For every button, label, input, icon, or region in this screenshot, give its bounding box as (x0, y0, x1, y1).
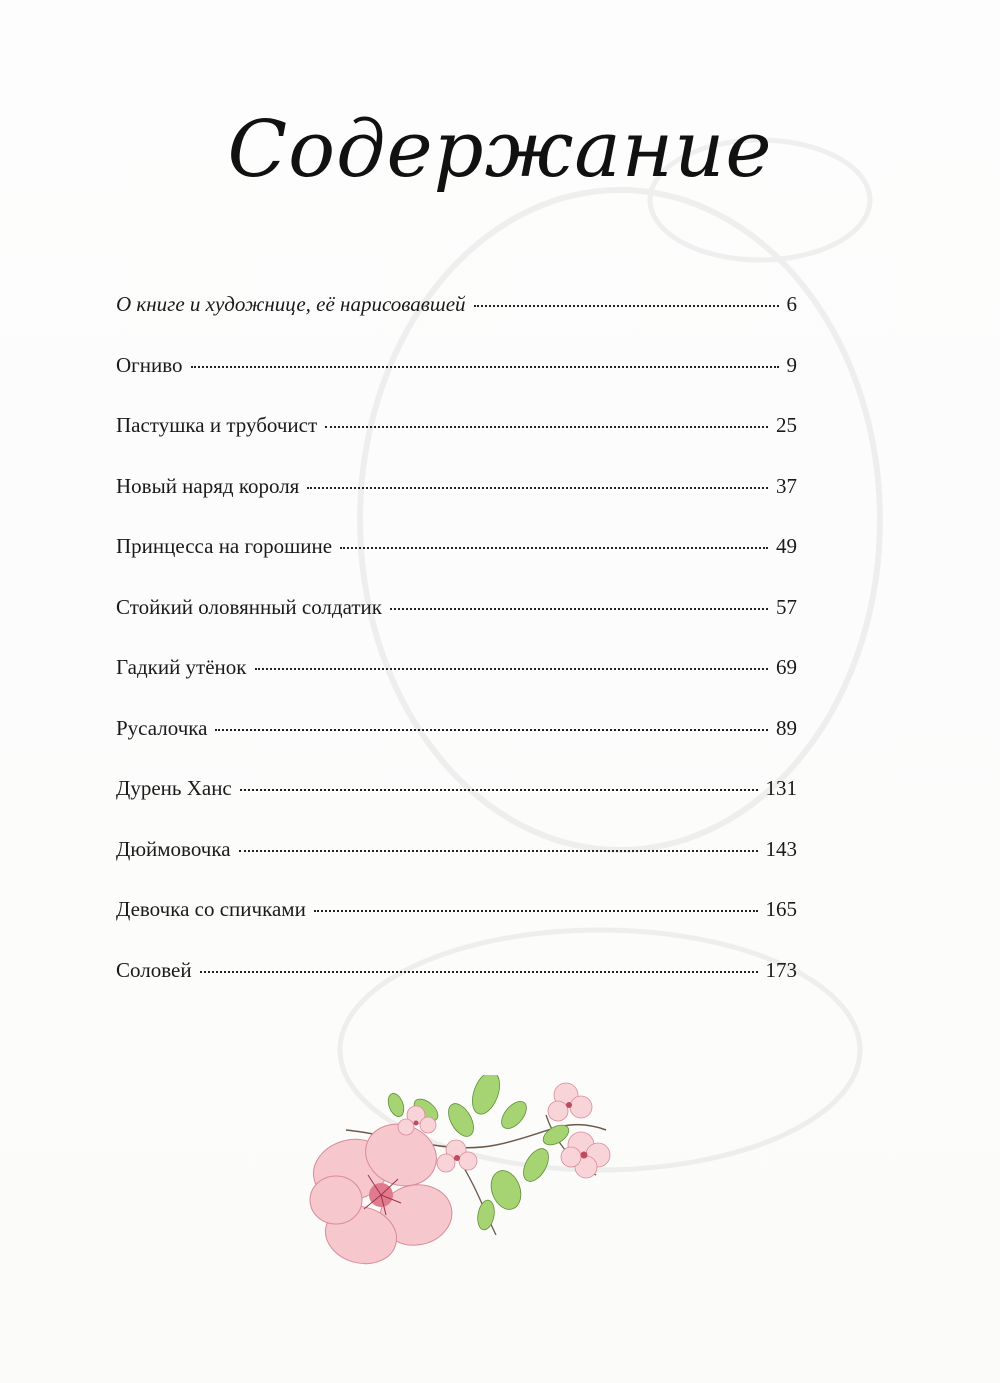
dot-leader (200, 971, 758, 973)
toc-entry-page: 173 (765, 957, 797, 982)
toc-entry-title: Новый наряд короля (116, 473, 300, 498)
dot-leader (239, 850, 758, 852)
toc-entry-page: 165 (765, 897, 797, 921)
toc-entry[interactable] (116, 353, 797, 414)
toc-entry[interactable] (116, 837, 797, 898)
table-of-contents (116, 292, 797, 1018)
toc-entry[interactable] (116, 897, 797, 958)
toc-entry-page: 37 (776, 473, 797, 498)
toc-entry-page: 69 (776, 655, 797, 679)
dot-leader (474, 305, 779, 307)
dot-leader (255, 668, 769, 670)
toc-entry-title: Дурень Ханс (116, 776, 232, 800)
toc-entry-title: Русалочка (116, 715, 208, 740)
toc-entry-page: 6 (786, 292, 797, 316)
toc-entry-title: Пастушка и трубочист (116, 413, 318, 437)
cherry-blossom-illustration (306, 1075, 636, 1285)
toc-entry-page: 131 (765, 776, 797, 800)
toc-entry[interactable] (116, 716, 797, 777)
toc-entry-title: О книге и художнице, её нарисовавшей (116, 292, 466, 316)
toc-entry-title: Принцесса на горошине (116, 534, 333, 558)
dot-leader (307, 487, 768, 489)
toc-entry-title: Гадкий утёнок (116, 655, 247, 679)
toc-entry-page: 143 (765, 836, 797, 861)
dot-leader (390, 608, 768, 610)
toc-entry-title: Девочка со спичками (116, 897, 306, 921)
page-title: Содержание (227, 105, 773, 195)
dot-leader (325, 426, 768, 428)
dot-leader (240, 789, 758, 791)
toc-entry[interactable] (116, 595, 797, 656)
toc-entry-title: Стойкий оловянный солдатик (116, 594, 382, 619)
toc-entry-title: Дюймовочка (116, 836, 231, 861)
toc-entry-page: 9 (786, 352, 797, 377)
toc-entry-title: Соловей (116, 957, 192, 982)
toc-entry[interactable] (116, 776, 797, 837)
dot-leader (215, 729, 768, 731)
toc-entry-page: 49 (776, 534, 797, 558)
toc-entry-page: 57 (776, 594, 797, 619)
toc-entry[interactable] (116, 958, 797, 1019)
toc-entry[interactable] (116, 655, 797, 716)
toc-entry[interactable] (116, 413, 797, 474)
dot-leader (191, 366, 779, 368)
toc-entry-page: 89 (776, 715, 797, 740)
toc-entry-title: Огниво (116, 352, 183, 377)
toc-entry[interactable] (116, 534, 797, 595)
toc-entry[interactable] (116, 292, 797, 353)
dot-leader (340, 547, 768, 549)
toc-entry-page: 25 (776, 413, 797, 437)
dot-leader (314, 910, 758, 912)
toc-entry[interactable] (116, 474, 797, 535)
